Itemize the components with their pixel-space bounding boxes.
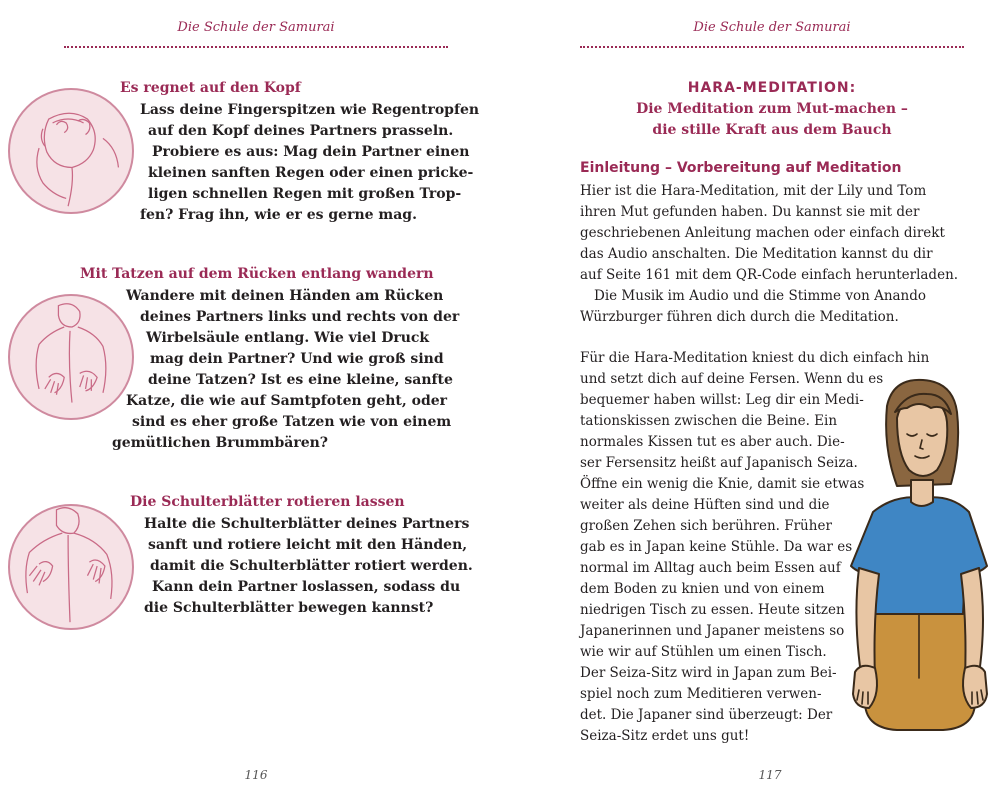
head-massage-illustration — [8, 88, 134, 214]
page-number: 116 — [244, 768, 268, 782]
chapter-heading — [580, 78, 964, 141]
text-line: sind es eher große Tatzen wie von einem — [132, 414, 452, 430]
text-line: geschriebenen Anleitung machen oder einfach direkt — [580, 225, 945, 241]
text-line: mag dein Partner? Und wie groß sind — [150, 351, 444, 367]
text-line: Der Seiza-Sitz wird in Japan zum Bei- — [580, 665, 837, 681]
exercise-title: Die Schulterblätter rotieren lassen — [130, 494, 405, 510]
exercise-body — [112, 286, 459, 454]
text-line: deine Tatzen? Ist es eine kleine, sanfte — [148, 372, 453, 388]
heading-kicker: HARA-MEDITATION: — [687, 80, 857, 96]
text-line: deines Partners links und rechts von der — [140, 309, 460, 325]
text-line: niedrigen Tisch zu essen. Heute sitzen — [580, 602, 845, 618]
text-line: normales Kissen tut es aber auch. Die- — [580, 434, 845, 450]
dotted-divider — [64, 46, 448, 48]
text-line: Katze, die wie auf Samtpfoten geht, oder — [126, 393, 448, 409]
dotted-divider — [580, 46, 964, 48]
text-line: gemütlichen Brummbären? — [112, 435, 328, 451]
text-line: ser Fersensitz heißt auf Japanisch Seiza. — [580, 455, 858, 471]
text-line: tationskissen zwischen die Beine. Ein — [580, 413, 838, 429]
paragraph — [580, 286, 926, 328]
shoulder-massage-drawing — [10, 506, 132, 628]
running-head: Die Schule der Samurai — [693, 20, 851, 35]
exercise-body — [140, 100, 479, 226]
exercise-body — [140, 514, 473, 619]
text-line: Wirbelsäule entlang. Wie viel Druck — [146, 330, 430, 346]
heading-subtitle: die stille Kraft aus dem Bauch — [652, 122, 892, 138]
exercise-title: Es regnet auf den Kopf — [120, 80, 301, 96]
text-line: gab es in Japan keine Stühle. Da war es — [580, 539, 853, 555]
paragraph — [580, 181, 958, 286]
text-line: und setzt dich auf deine Fersen. Wenn du es — [580, 371, 884, 387]
text-line: bequemer haben willst: Leg dir ein Medi- — [580, 392, 864, 408]
text-line: sanft und rotiere leicht mit den Händen, — [148, 537, 468, 553]
text-line: auf den Kopf deines Partners prasseln. — [148, 123, 454, 139]
text-line: Probiere es aus: Mag dein Partner einen — [152, 144, 470, 160]
text-line: weiter als deine Hüften sind und die — [580, 497, 830, 513]
section-heading: Einleitung – Vorbereitung auf Meditation — [580, 160, 902, 176]
head-massage-drawing — [10, 90, 132, 212]
kneeling-figure-illustration — [845, 378, 995, 748]
heading-subtitle: Die Meditation zum Mut-machen – — [636, 101, 908, 117]
exercise-title: Mit Tatzen auf dem Rücken entlang wandern — [80, 266, 434, 282]
text-line: damit die Schulterblätter rotiert werden. — [150, 558, 473, 574]
text-line: Japanerinnen und Japaner meistens so — [580, 623, 845, 639]
text-line: Für die Hara-Meditation kniest du dich einfach hin — [580, 350, 930, 366]
text-line: det. Die Japaner sind überzeugt: Der — [580, 707, 833, 723]
text-line: Wandere mit deinen Händen am Rücken — [126, 288, 444, 304]
text-line: Lass deine Fingerspitzen wie Regentropfen — [140, 102, 480, 118]
text-line: Hier ist die Hara-Meditation, mit der Lily und Tom — [580, 183, 927, 199]
text-line: Würzburger führen dich durch die Meditation. — [580, 309, 899, 325]
text-line: spiel noch zum Meditieren verwen- — [580, 686, 822, 702]
text-line: das Audio anschalten. Die Meditation kannst du dir — [580, 246, 933, 262]
text-line: dem Boden zu knien und von einem — [580, 581, 825, 597]
text-line: Kann dein Partner loslassen, sodass du — [152, 579, 461, 595]
text-line: normal im Alltag auch beim Essen auf — [580, 560, 841, 576]
text-line: fen? Frag ihn, wie er es gerne mag. — [140, 207, 417, 223]
running-head: Die Schule der Samurai — [177, 20, 335, 35]
text-line: Seiza-Sitz erdet uns gut! — [580, 728, 750, 744]
text-line: die Schulterblätter bewegen kannst? — [144, 600, 434, 616]
shoulder-massage-illustration — [8, 504, 134, 630]
text-line: ligen schnellen Regen mit großen Trop- — [148, 186, 462, 202]
text-line: Die Musik im Audio und die Stimme von Anando — [594, 288, 927, 304]
text-line: auf Seite 161 mit dem QR-Code einfach herunterladen. — [580, 267, 959, 283]
page-number: 117 — [758, 768, 782, 782]
text-line: wie wir auf Stühlen um einen Tisch. — [580, 644, 827, 660]
text-line: kleinen sanften Regen oder einen pricke- — [148, 165, 474, 181]
meditating-child-drawing — [845, 378, 995, 748]
text-line: Halte die Schulterblätter deines Partners — [144, 516, 470, 532]
text-line: ihren Mut gefunden haben. Du kannst sie mit der — [580, 204, 920, 220]
text-line: großen Zehen sich berühren. Früher — [580, 518, 832, 534]
text-line: Öffne ein wenig die Knie, damit sie etwas — [580, 476, 865, 492]
